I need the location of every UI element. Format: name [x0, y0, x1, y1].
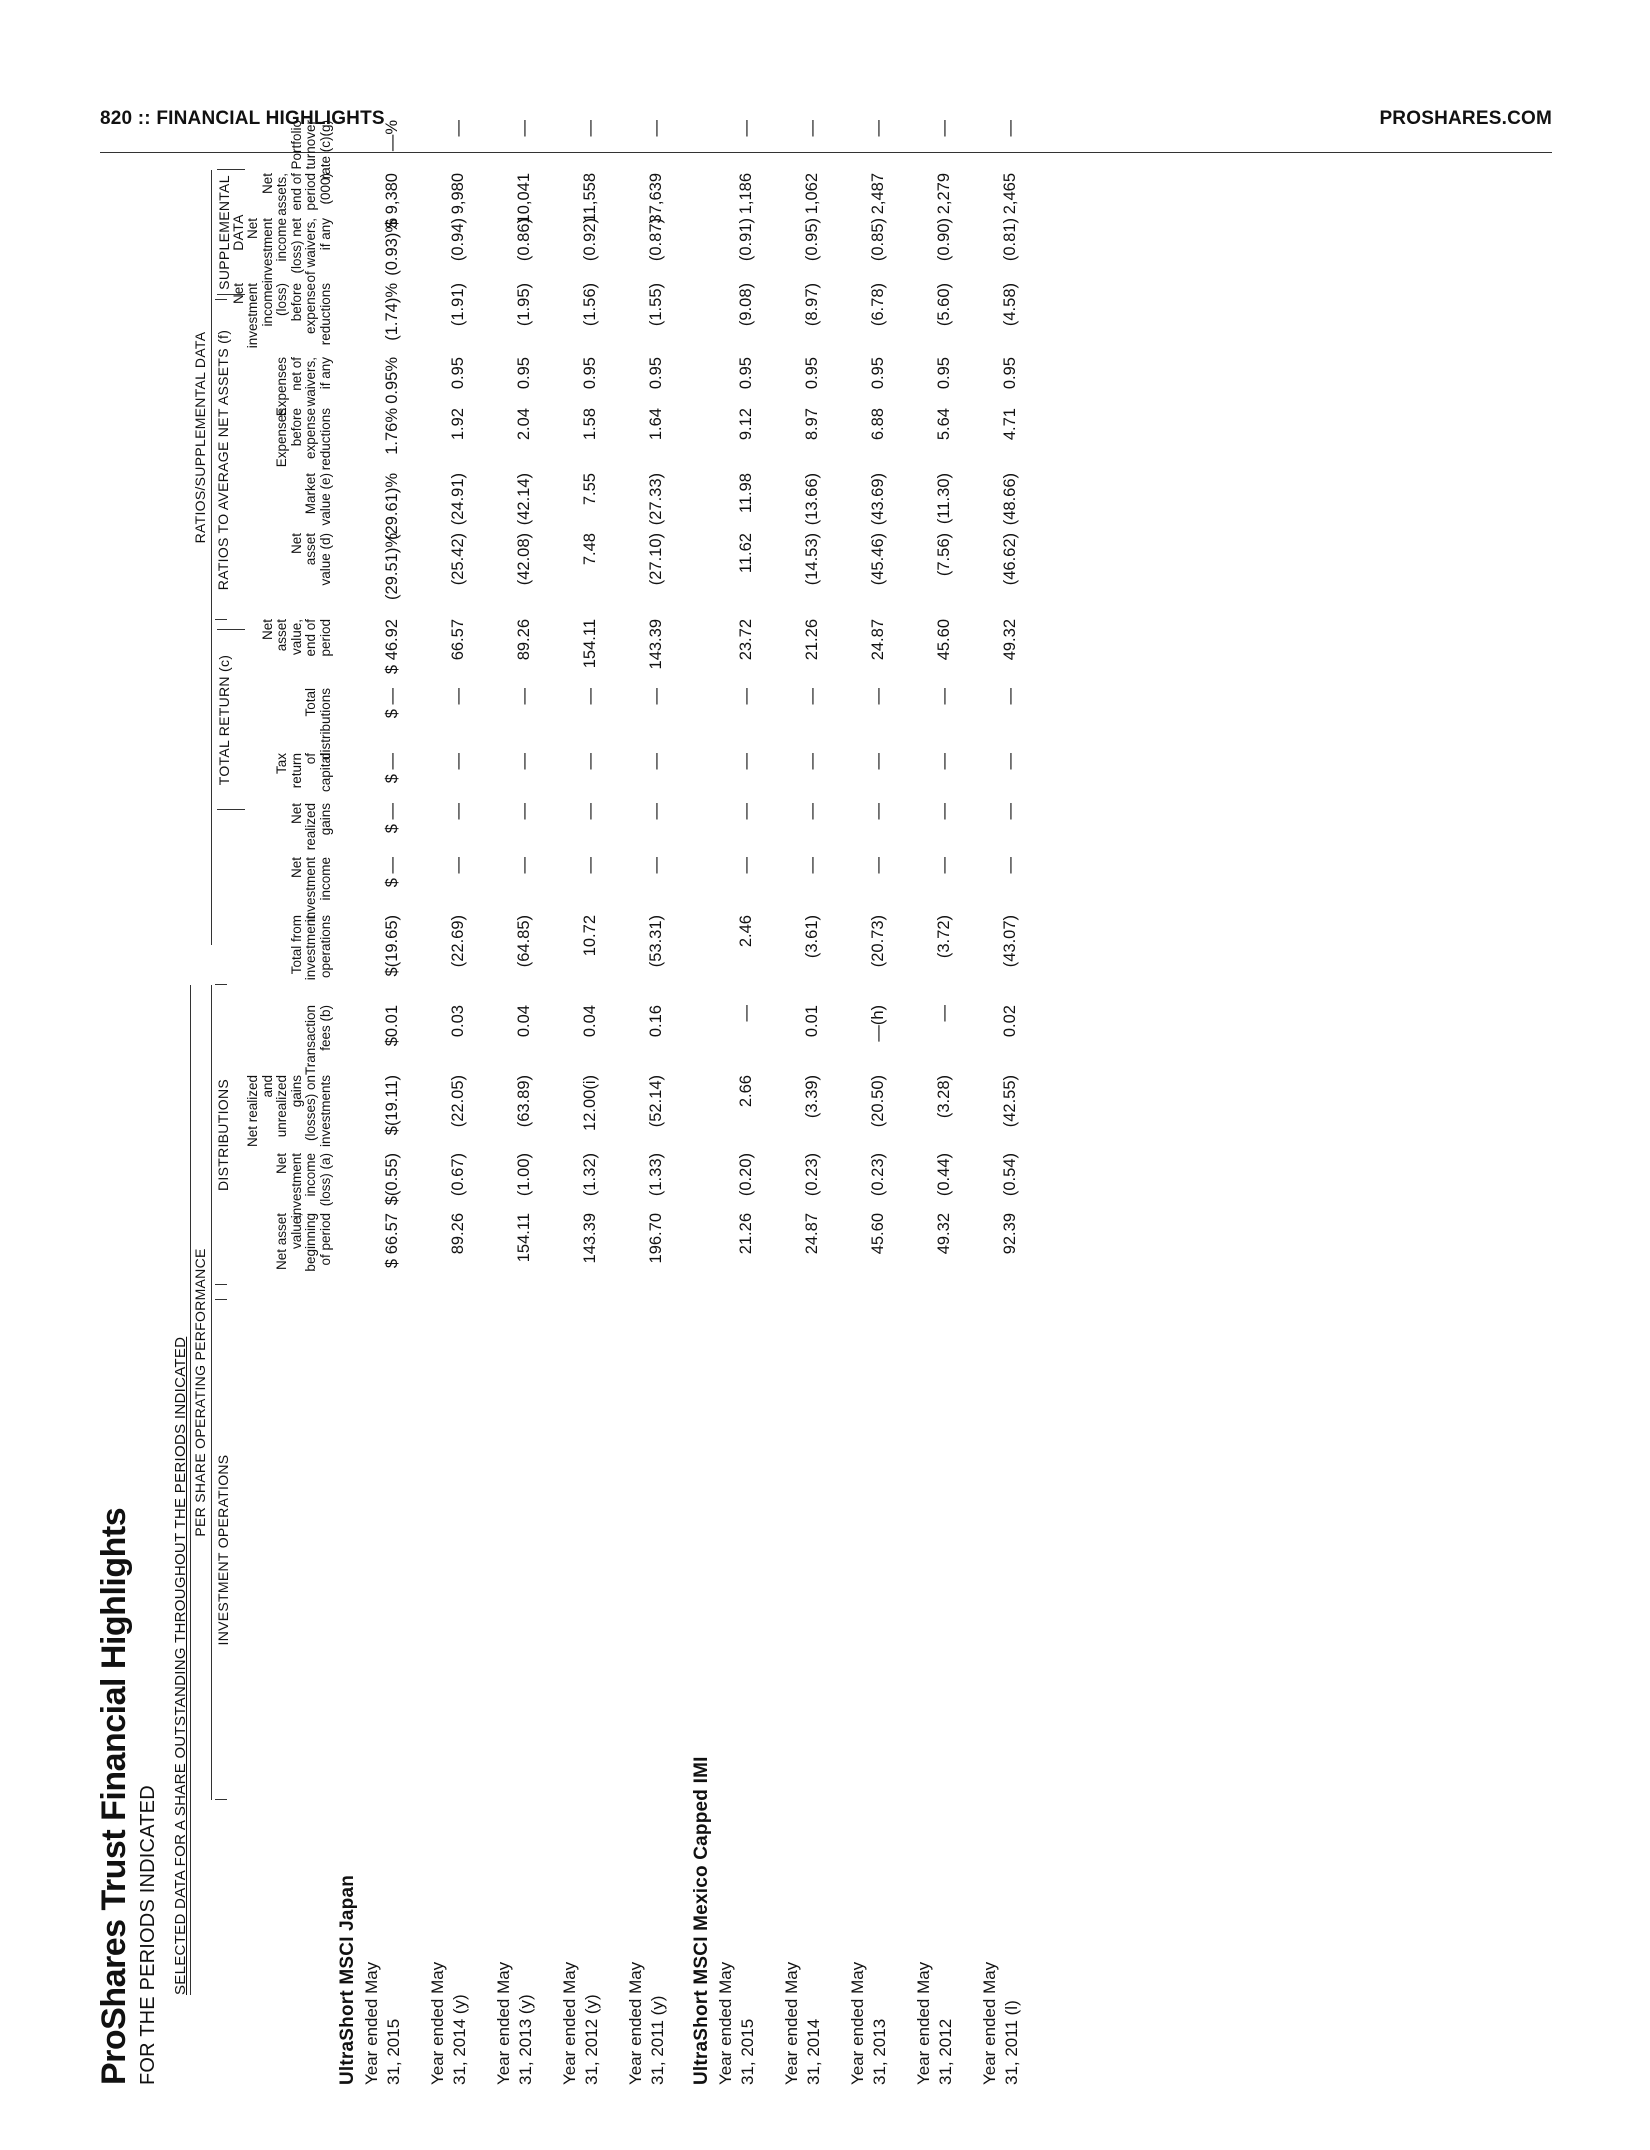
- table-cell: (42.08): [515, 533, 533, 586]
- group-supplemental: SUPPLEMENTAL DATA: [216, 175, 246, 290]
- table-cell: 12.00(i): [581, 1075, 599, 1131]
- row-label-line1: Year ended May: [362, 1961, 381, 2085]
- table-cell: —: [935, 120, 953, 137]
- table-cell: 21.26: [803, 619, 821, 661]
- column-header-13: Expenses before expense reductions: [274, 408, 333, 471]
- page-subtitle: FOR THE PERIODS INDICATED: [137, 1785, 159, 2085]
- table-cell: (52.14): [647, 1075, 665, 1128]
- table-cell: —: [803, 857, 821, 874]
- table-cell: $(0.55): [383, 1153, 401, 1206]
- row-label-line2: 31, 2012 (y): [582, 1994, 601, 2085]
- table-cell: 8.97: [803, 408, 821, 441]
- table-cell: (0.93)%: [383, 218, 401, 276]
- table-cell: 10.72: [581, 915, 599, 957]
- table-cell: 0.95: [515, 357, 533, 390]
- per-share-rule: [211, 985, 212, 1800]
- table-cell: 9.12: [737, 408, 755, 441]
- group-investment-operations: INVESTMENT OPERATIONS: [215, 1454, 231, 1646]
- table-cell: —: [647, 857, 665, 874]
- table-cell: —: [647, 120, 665, 137]
- dist-tick-left: [215, 1284, 227, 1285]
- table-cell: —: [803, 688, 821, 705]
- table-cell: (0.44): [935, 1153, 953, 1197]
- table-cell: 0.95: [1001, 357, 1019, 390]
- table-cell: (1.55): [647, 283, 665, 327]
- table-cell: $ —: [383, 803, 401, 834]
- table-cell: (9.08): [737, 283, 755, 327]
- column-header-8: Tax return of capital: [274, 753, 333, 793]
- table-cell: —: [935, 688, 953, 705]
- row-label-line1: Year ended May: [428, 1961, 447, 2085]
- table-cell: —: [1001, 857, 1019, 874]
- table-cell: (6.78): [869, 283, 887, 327]
- row-label-line2: 31, 2014 (y): [450, 1994, 469, 2085]
- table-cell: (0.20): [737, 1153, 755, 1197]
- column-header-16: Net investment income (loss) net of waivers, if any: [245, 218, 333, 284]
- table-cell: $ —: [383, 857, 401, 888]
- group-per-share: PER SHARE OPERATING PERFORMANCE: [192, 1248, 208, 1537]
- table-cell: 89.26: [515, 619, 533, 661]
- table-cell: (0.91): [737, 218, 755, 262]
- table-cell: —: [803, 120, 821, 137]
- table-cell: (45.46): [869, 533, 887, 586]
- table-cell: (1.00): [515, 1153, 533, 1197]
- table-cell: (22.05): [449, 1075, 467, 1128]
- table-cell: 49.32: [1001, 619, 1019, 661]
- column-header-6: Net investment income: [288, 857, 333, 923]
- group-ratios-average: RATIOS TO AVERAGE NET ASSETS (f): [215, 329, 231, 591]
- inv-ops-tick-right: [215, 1299, 227, 1300]
- table-cell: $ 66.57: [383, 1213, 401, 1269]
- column-header-14: Expenses net of waivers, if any: [274, 357, 333, 417]
- column-header-2: Net investment income (loss) (a): [274, 1153, 333, 1219]
- sup-tick-right: [217, 169, 245, 170]
- table-cell: 2.46: [737, 915, 755, 948]
- table-cell: 2,465: [1001, 173, 1019, 215]
- table-cell: 154.11: [515, 1213, 533, 1263]
- table-cell: —: [869, 688, 887, 705]
- table-cell: (48.66): [1001, 473, 1019, 526]
- table-cell: 1,186: [737, 173, 755, 215]
- table-cell: (29.51)%: [383, 533, 401, 600]
- table-cell: —: [449, 857, 467, 874]
- table-cell: 0.03: [449, 1005, 467, 1038]
- table-cell: (0.67): [449, 1153, 467, 1197]
- table-cell: —: [647, 688, 665, 705]
- table-cell: —: [1001, 753, 1019, 770]
- table-cell: 2,279: [935, 173, 953, 215]
- table-cell: (0.23): [803, 1153, 821, 1197]
- table-cell: (22.69): [449, 915, 467, 968]
- row-label-line1: Year ended May: [494, 1961, 513, 2085]
- table-cell: —: [515, 753, 533, 770]
- table-cell: (3.39): [803, 1075, 821, 1119]
- row-label-line2: 31, 2015: [384, 2018, 403, 2085]
- row-label-line1: Year ended May: [782, 1961, 801, 2085]
- table-cell: (3.28): [935, 1075, 953, 1119]
- table-cell: 0.95: [869, 357, 887, 390]
- page-header-left: 820 :: FINANCIAL HIGHLIGHTS: [100, 108, 385, 129]
- table-cell: 0.02: [1001, 1005, 1019, 1038]
- table-cell: $ 9,380: [383, 173, 401, 229]
- table-cell: —: [803, 803, 821, 820]
- table-cell: (1.91): [449, 283, 467, 327]
- table-cell: —: [1001, 803, 1019, 820]
- table-cell: 45.60: [935, 619, 953, 661]
- table-cell: —: [869, 803, 887, 820]
- table-cell: —: [737, 1005, 755, 1022]
- table-cell: (13.66): [803, 473, 821, 526]
- table-cell: 2.04: [515, 408, 533, 441]
- table-cell: 4.71: [1001, 408, 1019, 441]
- table-cell: (27.33): [647, 473, 665, 526]
- table-cell: (7.56): [935, 533, 953, 577]
- column-header-1: Net asset value, beginning of period: [274, 1213, 333, 1272]
- table-cell: $0.01: [383, 1005, 401, 1047]
- column-header-11: Net asset value (d): [288, 533, 333, 586]
- table-cell: (27.10): [647, 533, 665, 586]
- table-cell: (0.86): [515, 218, 533, 262]
- selected-data-rule: [190, 985, 191, 1995]
- table-cell: 66.57: [449, 619, 467, 661]
- row-label-line2: 31, 2012: [936, 2018, 955, 2085]
- table-cell: 6.88: [869, 408, 887, 441]
- table-cell: 37,639: [647, 173, 665, 224]
- table-cell: —: [581, 688, 599, 705]
- inv-ops-tick-left: [215, 1799, 227, 1800]
- group-ratios-supplemental: RATIOS/SUPPLEMENTAL DATA: [192, 331, 208, 544]
- row-label-line2: 31, 2011 (y): [648, 1995, 667, 2085]
- table-cell: 2,487: [869, 173, 887, 215]
- column-header-15: Net investment income (loss) before expense reductions: [230, 283, 333, 349]
- table-cell: 154.11: [581, 619, 599, 669]
- ra-tick-left: [215, 619, 227, 620]
- table-cell: 0.95: [449, 357, 467, 390]
- ra-tick-right: [215, 299, 227, 300]
- table-cell: —: [869, 120, 887, 137]
- tr-tick-left: [217, 809, 245, 810]
- column-header-5: Total from investment operations: [288, 915, 333, 981]
- table-cell: (4.58): [1001, 283, 1019, 327]
- table-cell: —: [449, 803, 467, 820]
- table-cell: (14.53): [803, 533, 821, 586]
- table-cell: —: [935, 1005, 953, 1022]
- table-cell: —: [803, 753, 821, 770]
- table-cell: —: [869, 753, 887, 770]
- row-label-line1: Year ended May: [716, 1961, 735, 2085]
- table-cell: (20.50): [869, 1075, 887, 1128]
- table-cell: (1.74)%: [383, 283, 401, 341]
- table-cell: (43.69): [869, 473, 887, 526]
- column-header-18: Portfolio turnover rate (c)(g): [288, 120, 333, 180]
- row-label-line2: 31, 2013 (y): [516, 1994, 535, 2085]
- table-cell: 24.87: [869, 619, 887, 661]
- table-cell: (0.85): [869, 218, 887, 262]
- section-title: UltraShort MSCI Mexico Capped IMI: [691, 1756, 712, 2085]
- table-cell: 0.95: [935, 357, 953, 390]
- table-cell: 10,041: [515, 173, 533, 224]
- table-cell: 0.95: [647, 357, 665, 390]
- table-cell: 143.39: [647, 619, 665, 670]
- table-cell: (11.30): [935, 473, 953, 525]
- table-cell: (0.87): [647, 218, 665, 262]
- table-cell: —: [737, 803, 755, 820]
- table-cell: (3.61): [803, 915, 821, 959]
- table-cell: (24.91): [449, 473, 467, 526]
- column-header-4: Transaction fees (b): [303, 1005, 333, 1076]
- table-cell: 11.98: [737, 473, 755, 514]
- row-label-line1: Year ended May: [914, 1961, 933, 2085]
- table-cell: (63.89): [515, 1075, 533, 1128]
- row-label-line2: 31, 2011 (l): [1002, 2000, 1021, 2085]
- table-cell: (1.95): [515, 283, 533, 327]
- table-cell: (20.73): [869, 915, 887, 968]
- table-cell: (29.61)%: [383, 473, 401, 540]
- table-cell: 23.72: [737, 619, 755, 661]
- table-cell: 0.16: [647, 1005, 665, 1038]
- table-cell: —: [935, 803, 953, 820]
- table-cell: —: [515, 688, 533, 705]
- table-cell: 0.04: [581, 1005, 599, 1038]
- table-cell: —: [515, 803, 533, 820]
- table-cell: —: [449, 120, 467, 137]
- table-cell: (0.95): [803, 218, 821, 262]
- table-cell: $ —: [383, 753, 401, 784]
- table-cell: (3.72): [935, 915, 953, 959]
- row-label-line2: 31, 2013: [870, 2018, 889, 2085]
- table-cell: 92.39: [1001, 1213, 1019, 1255]
- page-title: ProShares Trust Financial Highlights: [95, 1507, 133, 2085]
- table-cell: $(19.11): [383, 1075, 401, 1136]
- table-cell: 11,558: [581, 173, 599, 223]
- table-cell: $ 46.92: [383, 619, 401, 675]
- table-cell: 89.26: [449, 1213, 467, 1255]
- table-cell: (1.32): [581, 1153, 599, 1197]
- ratios-supp-rule: [211, 170, 212, 945]
- table-cell: 0.95: [581, 357, 599, 390]
- table-cell: (0.92): [581, 218, 599, 262]
- table-cell: 9,980: [449, 173, 467, 215]
- table-cell: (43.07): [1001, 915, 1019, 968]
- table-cell: —: [581, 803, 599, 820]
- table-cell: 5.64: [935, 408, 953, 441]
- table-cell: 0.95: [803, 357, 821, 390]
- table-cell: —%: [383, 120, 401, 152]
- column-header-3: Net realized and unrealized gains (losses) on investments: [245, 1075, 333, 1148]
- rotated-financial-table: [95, 120, 1255, 2085]
- table-cell: (0.90): [935, 218, 953, 262]
- dist-tick-right: [215, 984, 227, 985]
- table-cell: (8.97): [803, 283, 821, 327]
- tr-tick-right: [217, 629, 245, 630]
- table-cell: —: [737, 753, 755, 770]
- table-cell: —: [515, 857, 533, 874]
- section-title: UltraShort MSCI Japan: [337, 1874, 358, 2085]
- table-cell: 196.70: [647, 1213, 665, 1264]
- table-cell: (5.60): [935, 283, 953, 327]
- column-header-12: Market value (e): [303, 473, 333, 526]
- selected-data-caption: SELECTED DATA FOR A SHARE OUTSTANDING THROUGHOUT THE PERIODS INDICATED: [172, 1336, 189, 1995]
- table-cell: 7.55: [581, 473, 599, 506]
- column-header-17: Net assets, end of period (000): [259, 173, 333, 216]
- table-cell: 1,062: [803, 173, 821, 215]
- table-cell: —: [737, 120, 755, 137]
- table-cell: (64.85): [515, 915, 533, 968]
- table-cell: 2.66: [737, 1075, 755, 1108]
- table-cell: (1.33): [647, 1153, 665, 1197]
- table-cell: (0.81): [1001, 218, 1019, 262]
- table-cell: 1.64: [647, 408, 665, 441]
- table-cell: (42.14): [515, 473, 533, 526]
- page-header-right: PROSHARES.COM: [1379, 108, 1552, 129]
- table-cell: 49.32: [935, 1213, 953, 1255]
- row-label-line1: Year ended May: [848, 1961, 867, 2085]
- table-cell: —: [647, 753, 665, 770]
- table-cell: —(h): [869, 1005, 887, 1042]
- table-cell: 0.95%: [383, 357, 401, 404]
- group-distributions: DISTRIBUTIONS: [215, 1078, 231, 1192]
- table-cell: 0.95: [737, 357, 755, 390]
- table-cell: —: [449, 688, 467, 705]
- table-cell: —: [869, 857, 887, 874]
- table-cell: —: [449, 753, 467, 770]
- table-cell: —: [737, 857, 755, 874]
- table-cell: (53.31): [647, 915, 665, 968]
- table-cell: 11.62: [737, 533, 755, 574]
- row-label-line1: Year ended May: [980, 1961, 999, 2085]
- table-cell: 1.58: [581, 408, 599, 441]
- table-cell: (46.62): [1001, 533, 1019, 586]
- table-cell: $ —: [383, 688, 401, 719]
- table-cell: (25.42): [449, 533, 467, 586]
- table-cell: —: [581, 857, 599, 874]
- column-header-7: Net realized gains: [288, 803, 333, 851]
- table-cell: —: [1001, 688, 1019, 705]
- table-cell: (1.56): [581, 283, 599, 327]
- table-cell: —: [935, 857, 953, 874]
- table-cell: 45.60: [869, 1213, 887, 1255]
- row-label-line1: Year ended May: [560, 1961, 579, 2085]
- table-cell: (0.23): [869, 1153, 887, 1197]
- table-cell: (0.94): [449, 218, 467, 262]
- column-header-10: Net asset value, end of period: [259, 619, 333, 657]
- table-cell: —: [737, 688, 755, 705]
- table-cell: 1.76%: [383, 408, 401, 455]
- table-cell: 24.87: [803, 1213, 821, 1255]
- table-cell: —: [935, 753, 953, 770]
- row-label-line1: Year ended May: [626, 1961, 645, 2085]
- table-cell: 143.39: [581, 1213, 599, 1264]
- group-total-return: TOTAL RETURN (c): [216, 654, 232, 786]
- column-header-9: Total distributions: [303, 688, 333, 761]
- table-cell: —: [515, 120, 533, 137]
- row-label-line2: 31, 2014: [804, 2018, 823, 2085]
- table-cell: $(19.65): [383, 915, 401, 977]
- table-cell: —: [581, 120, 599, 137]
- table-cell: —: [1001, 120, 1019, 137]
- table-cell: 1.92: [449, 408, 467, 441]
- table-cell: —: [647, 803, 665, 820]
- table-cell: 0.01: [803, 1005, 821, 1038]
- table-cell: (0.54): [1001, 1153, 1019, 1197]
- table-cell: —: [581, 753, 599, 770]
- table-cell: 0.04: [515, 1005, 533, 1038]
- table-cell: 21.26: [737, 1213, 755, 1255]
- table-cell: (42.55): [1001, 1075, 1019, 1128]
- row-label-line2: 31, 2015: [738, 2018, 757, 2085]
- table-cell: 7.48: [581, 533, 599, 566]
